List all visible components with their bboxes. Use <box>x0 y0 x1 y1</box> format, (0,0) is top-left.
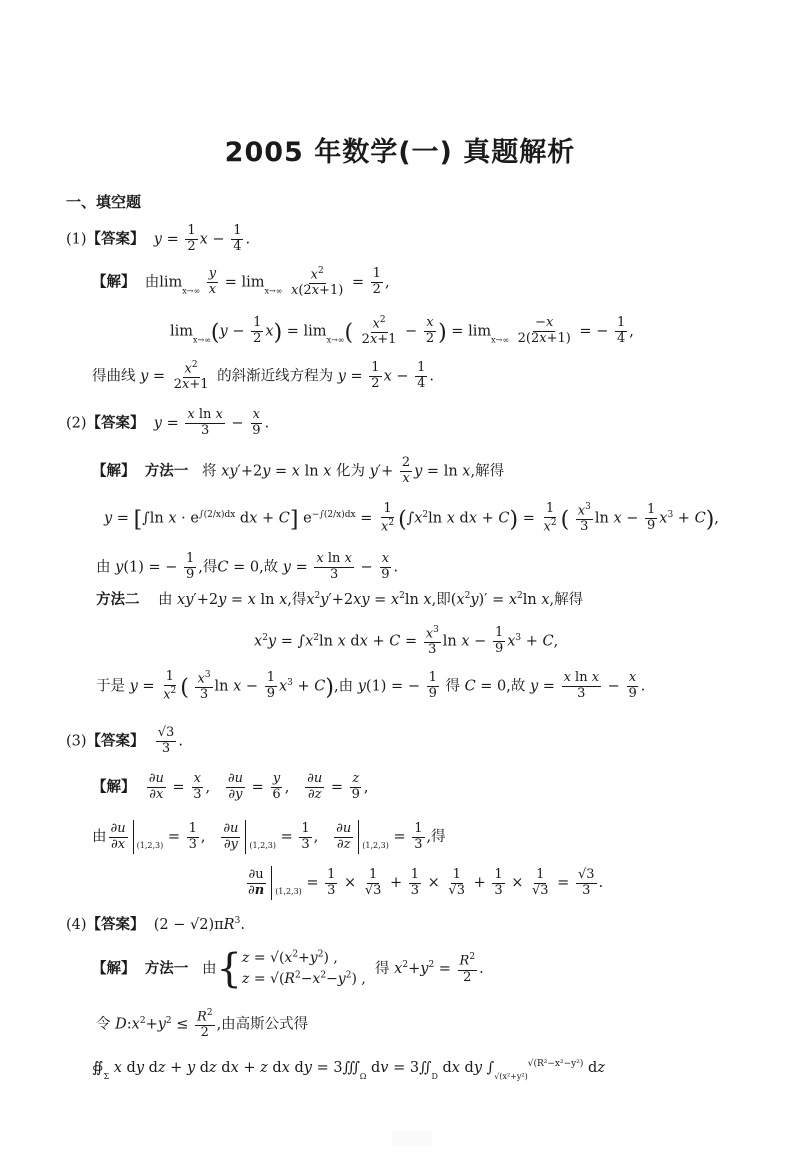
solution-label: 【解】 <box>92 274 136 291</box>
question-number: (3) <box>66 733 87 750</box>
q3-solution-line2: 由 $\frac{\partial u}{\partial x}$ $_{(1,2,3)}$ = $\frac{1}{3}$ , $\frac{\partial u}{\partial y}$ $_{(1,2,3)}$ = $\frac{1}{3}$ , $\frac{\partial u}{\partial z}$ $_{(1,2,3)}$ = $\frac{1}{3}$ ,得 <box>92 820 446 854</box>
q4-solution-line3: $∯_\Sigma$ x dy dz + y dz dx + z dx dy = $3∭_\Omega$ dv = $3∬_D$ dx dy $\int_{√(x^2+y^2)}^{√(R^2-x^2-y^2)}$ dz <box>92 1059 605 1081</box>
q2-solution-line2: y = [∫ln $x \cdot e^{\int(2/x)dx}$ dx + C] $e^{-\int(2/x)dx}$ = $\frac{1}{x^2}$ ($\int x^2\ln$ x dx + C) = $\frac{1}{x^2}$ ( $\frac{x^3}{3}$ ln x − $\frac{1}{9}$ $x^3 + C$), <box>104 501 719 535</box>
q3-solution-line3: $\frac{\partial u}{\partial n}$ $_{(1,2,3)}$ = $\frac{1}{3}$ × $\frac{1}{√3}$ + $\frac{1}{3}$ × $\frac{1}{√3}$ + $\frac{1}{3}$ × $\frac{1}{√3}$ = $\frac{√3}{3}$ . <box>244 866 603 900</box>
method1-label: 方法一 <box>144 463 189 480</box>
method2-label: 方法二 <box>96 591 140 608</box>
answer-label: 【答案】 <box>86 916 145 933</box>
question-number: (4) <box>66 916 87 933</box>
method1-label: 方法一 <box>144 961 189 977</box>
section-heading: 一、填空题 <box>66 193 142 211</box>
solution-label: 【解】 <box>92 463 136 480</box>
q1-answer-line: (1)【答案】 y = $\frac{1}{2}$ x − $\frac{1}{4}$ . <box>66 223 251 254</box>
q2-method2-line2: $x^2y = \int x^2\ln$ x dx + C = $\frac{x^3}{3}$ ln x − $\frac{1}{9}$ $x^3 + C$, <box>254 625 559 658</box>
q2-answer-line: (2)【答案】 y = $\frac{\text{x ln x}}{3}$ − $\frac{x}{9}$ . <box>66 407 270 438</box>
q4-solution-line2: 令 $D:x^2+y^2$ ≤ $\frac{R^2}{2}$ ,由高斯公式得 <box>96 1008 309 1041</box>
answer-label: 【答案】 <box>86 231 145 248</box>
q3-answer-line: (3)【答案】 $\frac{√3}{3}$ . <box>66 725 183 756</box>
question-number: (2) <box>66 415 87 432</box>
solution-label: 【解】 <box>92 779 136 796</box>
q1-solution-line2: $\lim_{x\to\infty}(y$ − $\frac{1}{2}$ $x) = \lim_{x\to\infty}$( $\frac{x^2}{2x+1}$ − $\frac{x}{2}$ ) = $\lim_{x\to\infty}$ $\frac{-x}{2(2x+1)}$ = − $\frac{1}{4}$ , <box>170 315 634 348</box>
q2-method2-line3: 于是 y = $\frac{1}{x^2}$ ( $\frac{x^3}{3}$ ln x − $\frac{1}{9}$ $x^3 + C$),由 y(1) = − $\frac{1}{9}$ 得 C = 0,故 y = $\frac{\text{x ln x}}{3}$ − $\frac{x}{9}$ . <box>96 669 646 703</box>
q2-solution-line3: 由 y(1) = − $\frac{1}{9}$ ,得C = 0,故 y = $\frac{\text{x ln x}}{3}$ − $\frac{x}{9}$ . <box>96 551 399 582</box>
q1-solution-line3: 得曲线 y = $\frac{x^2}{2x+1}$ 的斜渐近线方程为 y = $\frac{1}{2}$ x − $\frac{1}{4}$ . <box>92 360 435 393</box>
q4-answer-line: (4)【答案】 $(2 - √2)\pi R^3$. <box>66 916 245 933</box>
answer-label: 【答案】 <box>86 733 145 750</box>
q1-solution-line1: 【解】 由$\lim_{x\to\infty}$ $\frac{y}{x}$ = $\lim_{x\to\infty}$ $\frac{x^2}{x(2x+1)}$ = $\frac{1}{2}$ , <box>92 266 390 299</box>
scan-smudge <box>392 1130 432 1146</box>
page-title: 2005 年数学(一) 真题解析 <box>224 137 576 168</box>
solution-label: 【解】 <box>92 961 136 977</box>
question-number: (1) <box>66 231 87 248</box>
q2-method2-line1: 方法二 由 xy′+2y = x ln x,得$x^2y'+2xy = x^2\ln$ x,即$(x^2y)' = x^2\ln$ x,解得 <box>96 591 584 608</box>
q3-solution-line1: 【解】 $\frac{\partial u}{\partial x}$ = $\frac{x}{3}$ , $\frac{\partial u}{\partial y}$ = $\frac{y}{6}$ , $\frac{\partial u}{\partial z}$ = $\frac{z}{9}$ , <box>92 771 369 802</box>
q2-solution-line1: 【解】 方法一 将 xy′+2y = x ln x 化为 y′+ $\frac{2}{x}$ y = ln x,解得 <box>92 455 505 486</box>
q4-solution-line1: 【解】 方法一 由{ $z = √(x^2+y^2)$ , $z = √(R^2-x^2-y^2)$ , 得 $x^2+y^2$ = $\frac{R^2}{2}$ . <box>92 946 484 992</box>
answer-label: 【答案】 <box>86 415 145 432</box>
